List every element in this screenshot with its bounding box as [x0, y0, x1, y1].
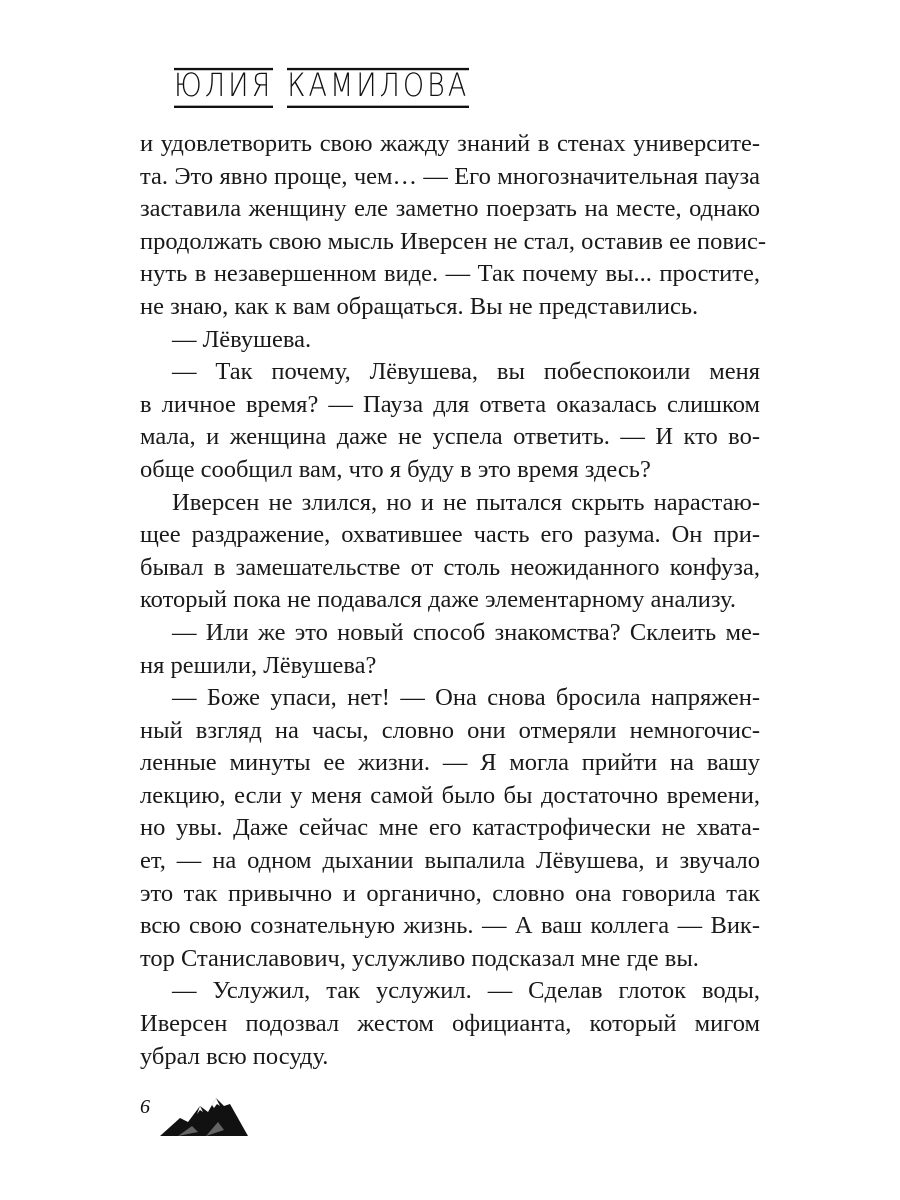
text-line: заставила женщину еле заметно поерзать на месте, однако [140, 195, 760, 223]
text-line: бывал в замешательстве от столь неожиданного конфуза, [140, 553, 760, 581]
text-line: мала, и женщина даже не успела ответить. — И кто во- [140, 423, 760, 451]
text-line: всю свою сознательную жизнь. — А ваш коллега — Вик- [140, 912, 760, 940]
page-number: 6 [140, 1096, 150, 1118]
author-last-name: КАМИЛОВА [287, 68, 469, 108]
text-line: ленные минуты ее жизни. — Я могла прийти на вашу [140, 749, 760, 777]
text-line: та. Это явно проще, чем… — Его многозначительная пауза [140, 162, 760, 190]
text-line: ня решили, Лёвушева? [140, 651, 377, 679]
text-line: не знаю, как к вам обращаться. Вы не представились. [140, 292, 699, 320]
text-line: ный взгляд на часы, словно они отмеряли немногочис- [140, 716, 760, 744]
text-line: — Лёвушева. [172, 325, 312, 353]
text-line: нуть в незавершенном виде. — Так почему вы... простите, [140, 260, 760, 288]
text-line: ет, — на одном дыхании выпалила Лёвушева, и звучало [140, 847, 760, 875]
text-line: это так привычно и органично, словно она говорила так [140, 879, 760, 907]
text-line: тор Станиславович, услужливо подсказал мне где вы. [140, 944, 699, 972]
text-line: Иверсен не злился, но и не пытался скрыть нарастаю- [172, 488, 760, 516]
text-line: но увы. Даже сейчас мне его катастрофически не хвата- [140, 814, 760, 842]
running-head [174, 67, 470, 108]
text-line: Иверсен подозвал жестом официанта, который мигом [140, 1010, 760, 1038]
text-line: и удовлетворить свою жажду знаний в стенах университе- [140, 130, 760, 157]
text-line: в личное время? — Пауза для ответа оказалась слишком [140, 390, 760, 418]
body-text [140, 128, 767, 1073]
text-line: — Или же это новый способ знакомства? Склеить ме- [172, 618, 760, 646]
text-line: — Услужил, так услужил. — Сделав глоток воды, [172, 977, 760, 1005]
author-first-name: ЮЛИЯ [174, 68, 273, 108]
text-line: лекцию, если у меня самой было бы достаточно времени, [140, 781, 760, 809]
text-line: убрал всю посуду. [140, 1042, 329, 1070]
text-line: продолжать свою мысль Иверсен не стал, оставив ее повис- [140, 227, 767, 255]
text-line: обще сообщил вам, что я буду в это время здесь? [140, 455, 651, 483]
text-line: который пока не подавался даже элементарному анализу. [140, 586, 737, 614]
mountains-icon [158, 1092, 250, 1138]
text-line: — Так почему, Лёвушева, вы побеспокоили меня [172, 358, 760, 386]
text-line: щее раздражение, охватившее часть его разума. Он при- [140, 521, 760, 549]
text-line: — Боже упаси, нет! — Она снова бросила напряжен- [172, 684, 760, 712]
